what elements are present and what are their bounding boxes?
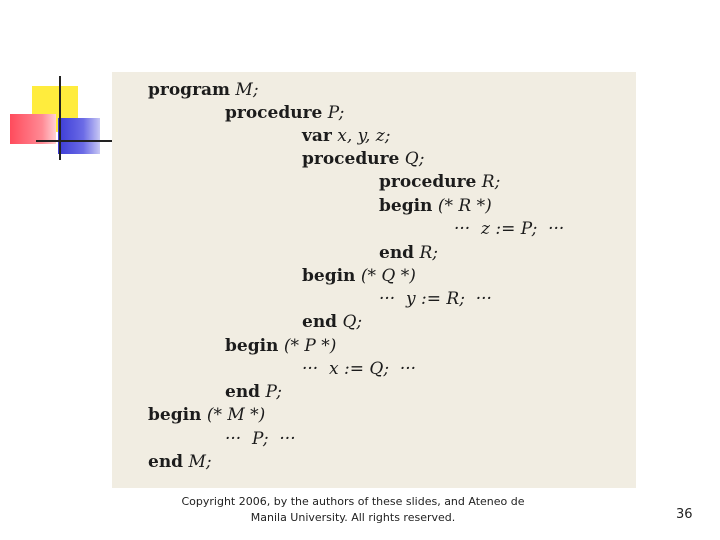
code-listing-image — [112, 72, 636, 488]
code-line: procedure R; — [379, 172, 501, 192]
vertical-line — [59, 76, 61, 160]
code-line: begin (* R *) — [379, 196, 492, 216]
code-line: ··· x := Q; ··· — [302, 359, 417, 379]
code-line: end M; — [148, 452, 212, 472]
code-line: end R; — [379, 243, 438, 263]
code-line: program M; — [148, 80, 259, 100]
code-line: begin (* Q *) — [302, 266, 416, 286]
copyright-line-2: Manila University. All rights reserved. — [250, 511, 456, 524]
code-line: var x, y, z; — [302, 126, 391, 146]
code-line: end Q; — [302, 312, 363, 332]
page-number: 36 — [676, 507, 693, 522]
code-line: procedure Q; — [302, 149, 425, 169]
code-line: begin (* M *) — [148, 405, 266, 425]
code-line: ··· P; ··· — [225, 429, 296, 449]
code-line: ··· z := P; ··· — [454, 219, 565, 239]
code-line: procedure P; — [225, 103, 345, 123]
code-line: end P; — [225, 382, 283, 402]
copyright-footer — [170, 494, 536, 526]
blue-square — [58, 118, 100, 154]
horizontal-line — [36, 140, 112, 142]
code-line: begin (* P *) — [225, 336, 337, 356]
code-listing — [112, 72, 636, 488]
copyright-line-1: Copyright 2006, by the authors of these slides, and Ateneo de — [181, 495, 525, 508]
code-line: ··· y := R; ··· — [379, 289, 492, 309]
